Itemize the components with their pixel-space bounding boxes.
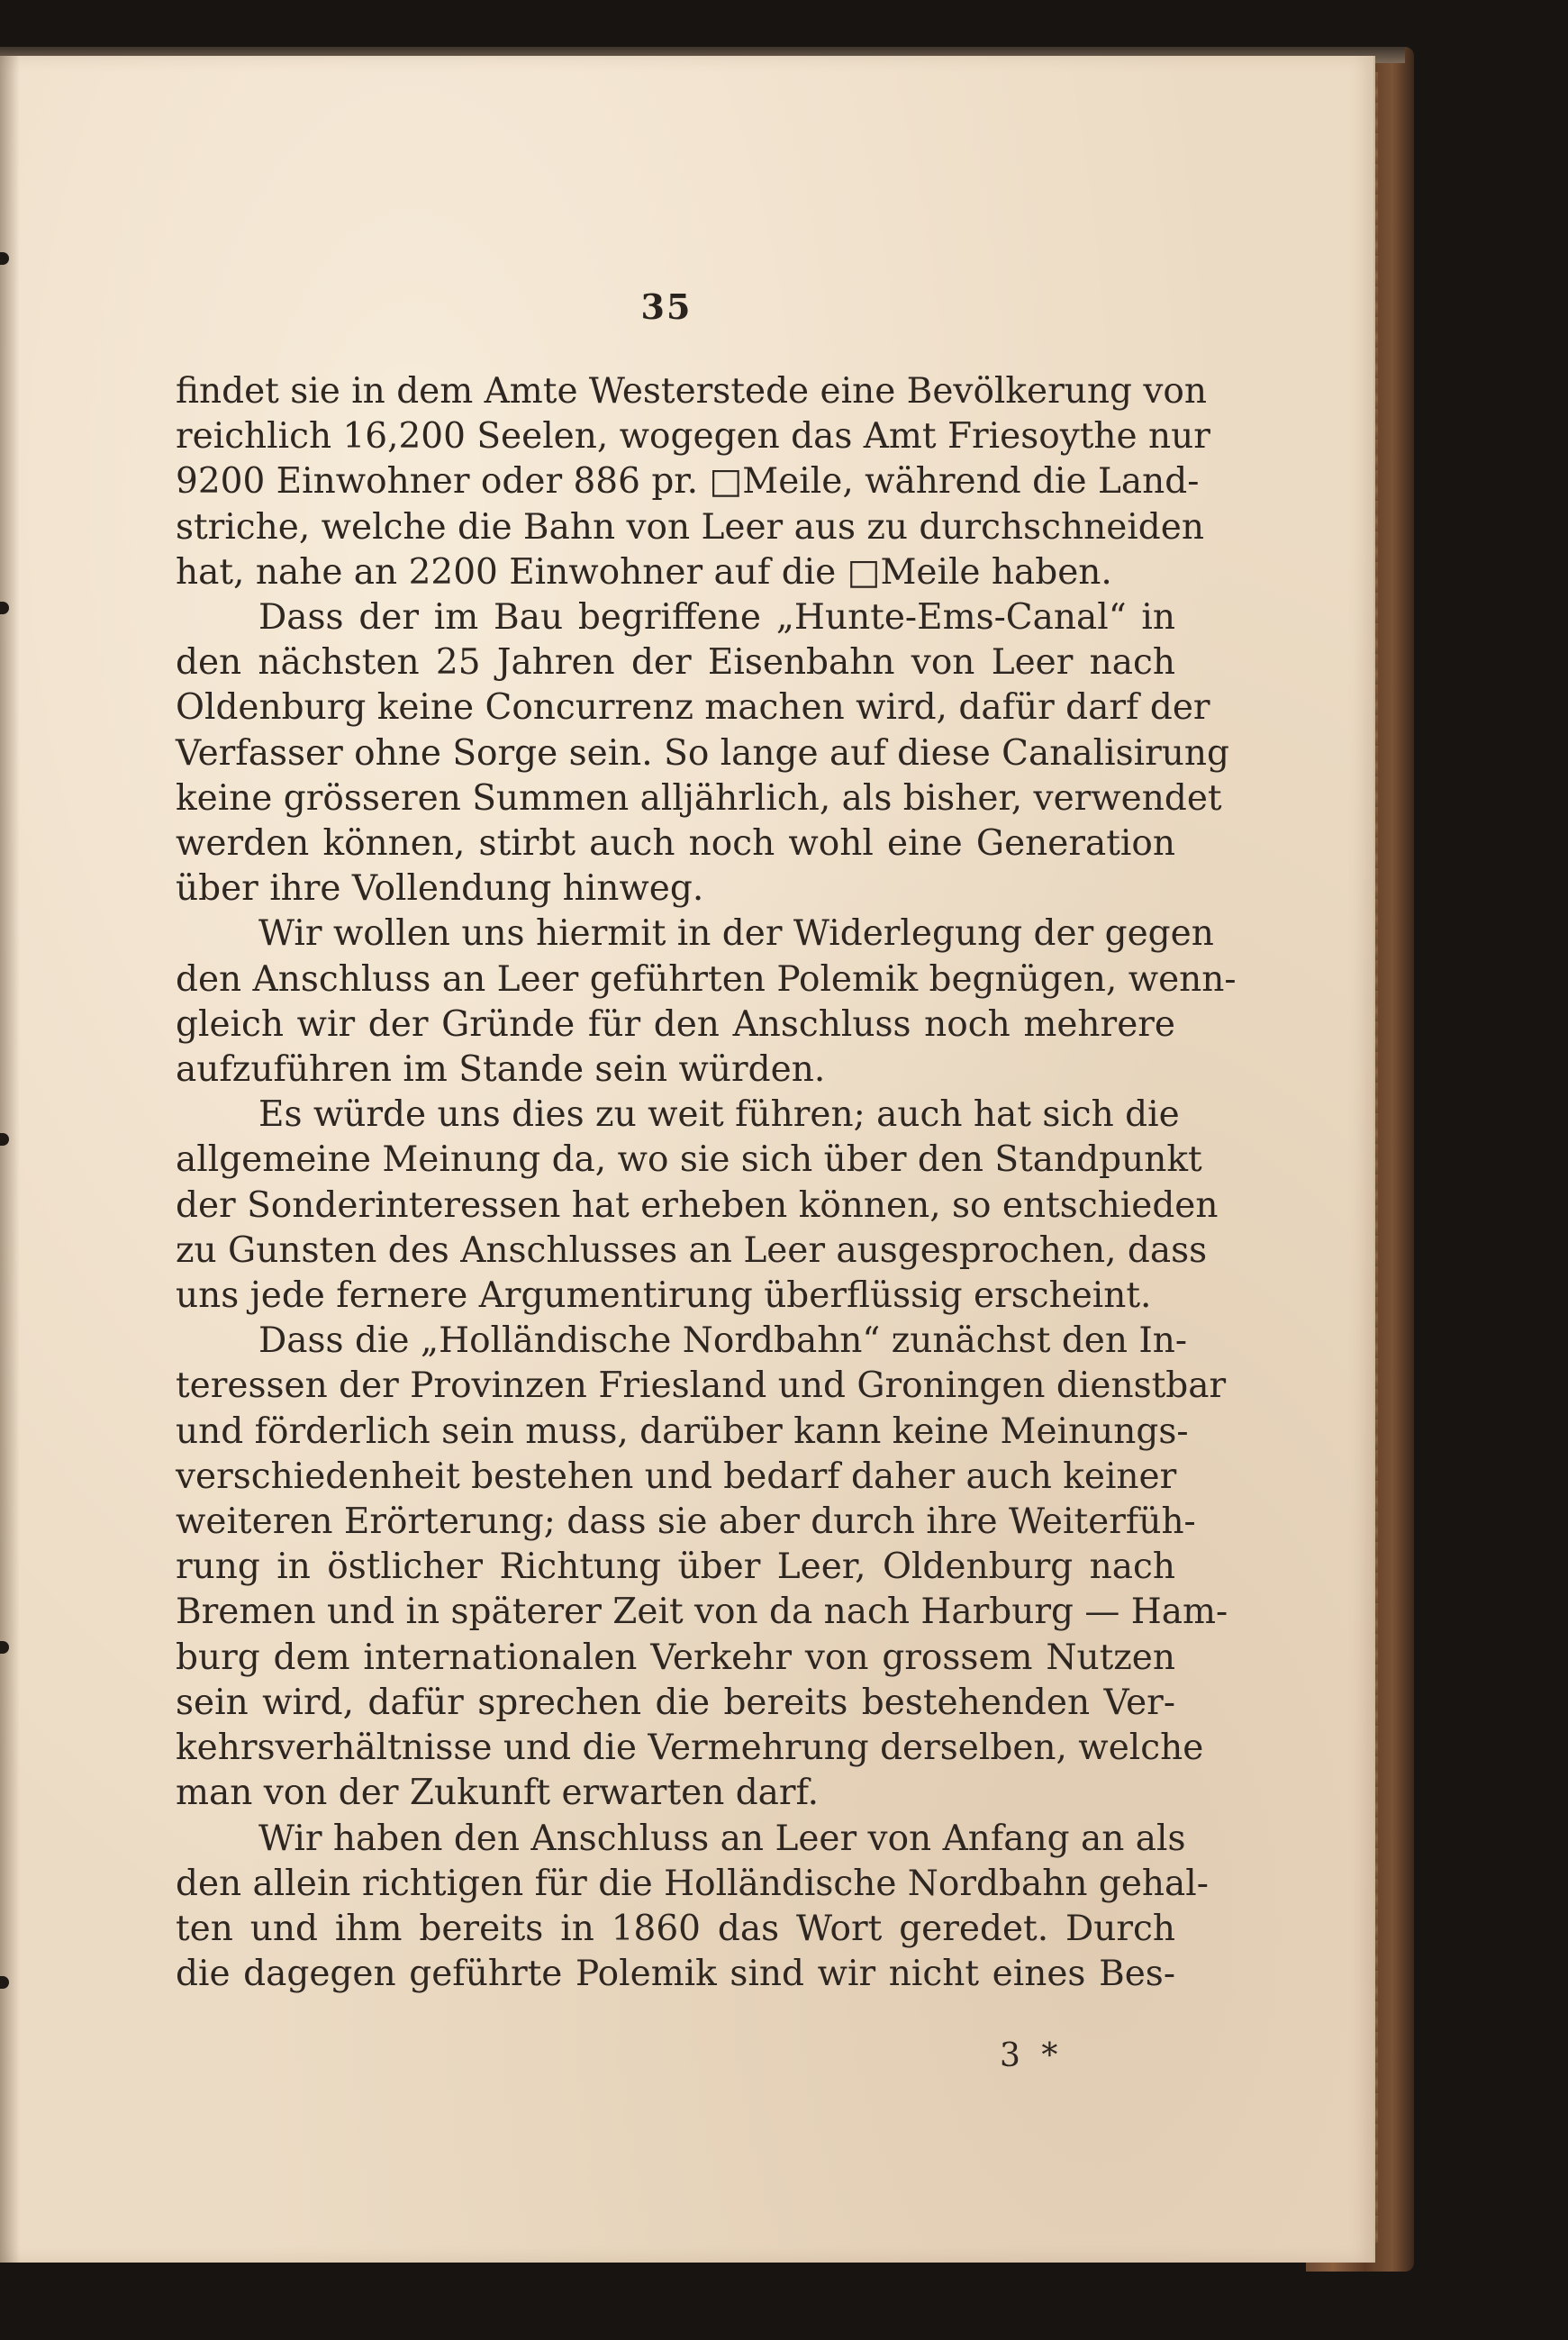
text-line: sein wird, dafür sprechen die bereits bestehenden Ver- <box>176 1682 1175 1723</box>
body-text <box>176 369 1237 1997</box>
page-number: 35 <box>640 286 693 327</box>
text-line: rung in östlicher Richtung über Leer, Oldenburg nach <box>176 1546 1175 1588</box>
text-line: den nächsten 25 Jahren der Eisenbahn von Leer nach <box>176 642 1175 684</box>
text-line: ten und ihm bereits in 1860 das Wort geredet. Durch <box>176 1908 1175 1949</box>
text-line: und förderlich sein muss, darüber kann keine Meinungs- <box>176 1410 1189 1452</box>
paragraph <box>176 1093 1219 1319</box>
text-line: werden können, stirbt auch noch wohl eine Generation <box>176 823 1175 865</box>
text-line: Oldenburg keine Concurrenz machen wird, dafür darf der <box>176 687 1210 729</box>
paragraph <box>176 595 1229 912</box>
text-line: Wir wollen uns hiermit in der Widerlegung der gegen <box>258 913 1214 955</box>
text-line: Dass der im Bau begriffene „Hunte-Ems-Canal“ in <box>258 597 1175 639</box>
text-line: Dass die „Holländische Nordbahn“ zunächst den In- <box>258 1320 1188 1362</box>
text-line: Bremen und in späterer Zeit von da nach Harburg — Ham- <box>176 1592 1228 1633</box>
text-line: weiteren Erörterung; dass sie aber durch ihre Weiterfüh- <box>176 1501 1196 1543</box>
text-line: teressen der Provinzen Friesland und Groningen dienstbar <box>176 1365 1227 1407</box>
paragraph <box>176 1817 1209 1998</box>
spine-shadow <box>0 56 20 2263</box>
text-line: reichlich 16,200 Seelen, wogegen das Amt Friesoythe nur <box>176 416 1210 458</box>
text-line: hat, nahe an 2200 Einwohner auf die □Meile haben. <box>176 551 1112 593</box>
text-line: uns jede fernere Argumentirung überflüssig erscheint. <box>176 1275 1152 1317</box>
text-line: Es würde uns dies zu weit führen; auch hat sich die <box>258 1094 1180 1136</box>
paragraph <box>176 369 1210 595</box>
text-line: die dagegen geführte Polemik sind wir nicht eines Bes- <box>176 1954 1175 1995</box>
signature-mark: 3 * <box>1000 2037 1064 2074</box>
text-line: den Anschluss an Leer geführten Polemik begnügen, wenn- <box>176 958 1237 1000</box>
text-line: Verfasser ohne Sorge sein. So lange auf diese Canalisirung <box>176 732 1229 774</box>
text-line: man von der Zukunft erwarten darf. <box>176 1773 820 1814</box>
text-line: der Sonderinteressen hat erheben können, so entschieden <box>176 1184 1219 1226</box>
text-line: zu Gunsten des Anschlusses an Leer ausgesprochen, dass <box>176 1229 1208 1271</box>
text-line: findet sie in dem Amte Westerstede eine Bevölkerung von <box>176 371 1207 412</box>
paragraph <box>176 1319 1228 1816</box>
text-line: den allein richtigen für die Holländische Nordbahn gehal- <box>176 1863 1209 1904</box>
text-line: 9200 Einwohner oder 886 pr. □Meile, während die Land- <box>176 461 1200 503</box>
text-line: verschiedenheit bestehen und bedarf daher auch keiner <box>176 1456 1177 1497</box>
text-line: gleich wir der Gründe für den Anschluss noch mehrere <box>176 1003 1175 1045</box>
text-line: burg dem internationalen Verkehr von grossem Nutzen <box>176 1637 1175 1678</box>
text-line: aufzuführen im Stande sein würden. <box>176 1049 826 1091</box>
text-line: allgemeine Meinung da, wo sie sich über den Standpunkt <box>176 1139 1202 1181</box>
text-line: kehrsverhältnisse und die Vermehrung derselben, welche <box>176 1728 1204 1769</box>
paragraph <box>176 912 1237 1093</box>
text-line: keine grösseren Summen alljährlich, als bisher, verwendet <box>176 777 1222 819</box>
text-line: striche, welche die Bahn von Leer aus zu durchschneiden <box>176 506 1204 548</box>
text-line: Wir haben den Anschluss an Leer von Anfang an als <box>258 1818 1186 1859</box>
text-line: über ihre Vollendung hinweg. <box>176 868 704 910</box>
